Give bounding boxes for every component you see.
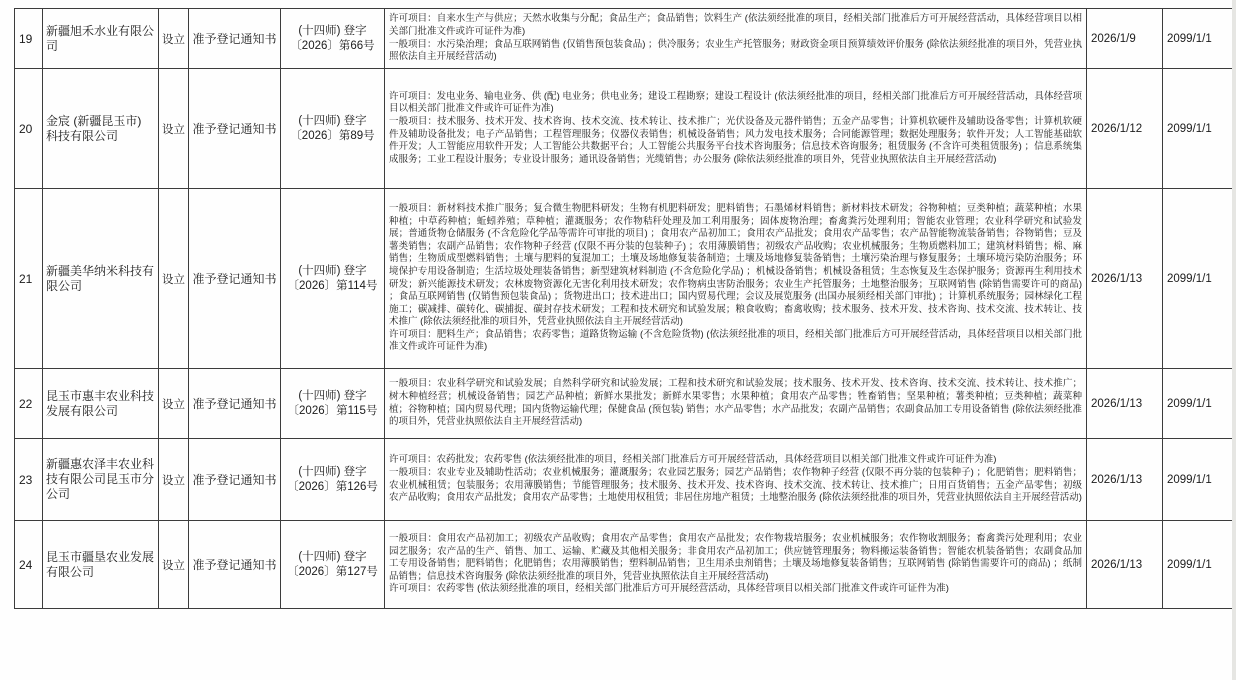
expiry-date-cell: 2099/1/1: [1163, 9, 1233, 69]
expiry-date-cell: 2099/1/1: [1163, 189, 1233, 369]
document-number-cell: (十四师) 登字〔2026〕第127号: [281, 521, 385, 609]
table-row: [15, 189, 1233, 369]
document-number-cell: (十四师) 登字〔2026〕第89号: [281, 69, 385, 189]
expiry-date-cell: 2099/1/1: [1163, 369, 1233, 439]
registration-date-cell: 2026/1/12: [1087, 69, 1163, 189]
company-name-cell: 新疆美华纳米科技有限公司: [43, 189, 159, 369]
row-number-cell: 22: [15, 369, 43, 439]
company-name-cell: 金宸 (新疆昆玉市) 科技有限公司: [43, 69, 159, 189]
table-row: [15, 369, 1233, 439]
registration-date-cell: 2026/1/13: [1087, 369, 1163, 439]
business-scope-paragraph: 一般项目：技术服务、技术开发、技术咨询、技术交流、技术转让、技术推广；光伏设备及元器件销售；五金产品零售；计算机软硬件及辅助设备零售；计算机软硬件及辅助设备批发；电子产品销售；工程管理服务；仪器仪表销售；机械设备销售；风力发电技术服务；合同能源管理；数据处理服务；软件开发；人工智能基础软件开发；人工智能应用软件开发；人工智能公共数据平台；人工智能公共服务平台技术咨询服务；信息技术咨询服务；租赁服务 (不含许可类租赁服务) ；信息系统集成服务；工业工程设计服务；专业设计服务；通讯设备销售；光缆销售；办公服务 (除依法须经批准的项目外，凭营业执照依法自主开展经营活动): [389, 115, 1082, 165]
business-scope-cell: [385, 9, 1087, 69]
expiry-date-cell: 2099/1/1: [1163, 439, 1233, 521]
business-scope-cell: [385, 69, 1087, 189]
business-scope-paragraph: 一般项目：食用农产品初加工；初级农产品收购；食用农产品零售；食用农产品批发；农作物栽培服务；农业机械服务；农作物收割服务；畜禽粪污处理利用；农业园艺服务；农产品的生产、销售、加工、运输、贮藏及其他相关服务；非食用农产品初加工；供应链管理服务；物料搬运装备销售；智能农机装备销售；农副食品加工专用设备销售；肥料销售；化肥销售；农用薄膜销售；塑料制品销售；卫生用杀虫剂销售；土壤及场地修复装备销售；互联网销售 (除销售需要许可的商品) ；纸制品销售；信息技术咨询服务 (除依法须经批准的项目外，凭营业执照依法自主开展经营活动): [389, 533, 1082, 582]
registration-type-cell: 设立: [159, 439, 189, 521]
row-number-cell: 19: [15, 9, 43, 69]
business-scope-cell: [385, 439, 1087, 521]
table-row: [15, 9, 1233, 69]
expiry-date-cell: 2099/1/1: [1163, 521, 1233, 609]
notice-type-cell: 准予登记通知书: [189, 189, 281, 369]
business-scope-cell: [385, 369, 1087, 439]
business-scope-cell: [385, 521, 1087, 609]
business-scope-paragraph: 一般项目：新材料技术推广服务；复合微生物肥料研发；生物有机肥料研发；肥料销售；石墨烯材料销售；新材料技术研发；谷物种植；豆类种植；蔬菜种植；水果种植；中草药种植；蚯蚓养殖；草种植；灌溉服务；农作物秸秆处理及加工利用服务；固体废物治理；畜禽粪污处理利用；智能农业管理；农业科学研究和试验发展；普通货物仓储服务 (不含危险化学品等需许可审批的项目) ；食用农产品初加工；食用农产品批发；食用农产品零售；农产品智能物流装备销售；谷物销售；豆及薯类销售；农副产品销售；农作物种子经营 (仅限不再分装的包装种子) ；农用薄膜销售；初级农产品收购；农业机械服务；生物质燃料加工；建筑材料销售；棉、麻销售；生物质成型燃料销售；土壤与肥料的复混加工；土壤及场地修复装备制造；土壤及场地修复装备销售；土壤污染治理与修复服务；土壤环境污染防治服务；环境保护专用设备制造；生活垃圾处理装备销售；新型建筑材料制造 (不含危险化学品) ；机械设备销售；机械设备租赁；生态恢复及生态保护服务；资源再生利用技术研发；新兴能源技术研发；农林废物资源化无害化利用技术研发；农作物病虫害防治服务；农业生产托管服务；土地整治服务；互联网销售 (除销售需要许可的商品) ；食品互联网销售 (仅销售预包装食品) ；货物进出口；技术进出口；国内贸易代理；会议及展览服务 (出国办展须经相关部门审批) ；计算机系统服务；园林绿化工程施工；碳减排、碳转化、碳捕捉、碳封存技术研发；工程和技术研究和试验发展；粮食收购；畜禽收购；技术服务、技术开发、技术咨询、技术交流、技术转让、技术推广 (除依法须经批准的项目外，凭营业执照依法自主开展经营活动): [389, 202, 1082, 328]
notice-type-cell: 准予登记通知书: [189, 9, 281, 69]
notice-type-cell: 准予登记通知书: [189, 439, 281, 521]
document-number-cell: (十四师) 登字〔2026〕第115号: [281, 369, 385, 439]
row-number-cell: 23: [15, 439, 43, 521]
registration-date-cell: 2026/1/13: [1087, 189, 1163, 369]
business-scope-paragraph: 许可项目：农药零售 (依法须经批准的项目，经相关部门批准后方可开展经营活动，具体经营项目以相关部门批准文件或许可证件为准): [389, 583, 949, 595]
company-name-cell: 昆玉市惠丰农业科技发展有限公司: [43, 369, 159, 439]
business-scope-paragraph: 许可项目：农药批发；农药零售 (依法须经批准的项目，经相关部门批准后方可开展经营活动，具体经营项目以相关部门批准文件或许可证件为准): [389, 454, 997, 466]
table-body: [15, 9, 1233, 609]
business-scope-paragraph: 一般项目：水污染治理；食品互联网销售 (仅销售预包装食品) ；供冷服务；农业生产托管服务；财政资金项目预算绩效评价服务 (除依法须经批准的项目外，凭营业执照依法自主开展经营活动): [389, 38, 1082, 63]
row-number-cell: 21: [15, 189, 43, 369]
registration-type-cell: 设立: [159, 9, 189, 69]
company-name-cell: 新疆惠农泽丰农业科技有限公司昆玉市分公司: [43, 439, 159, 521]
row-number-cell: 24: [15, 521, 43, 609]
business-scope-paragraph: 许可项目：自来水生产与供应；天然水收集与分配；食品生产；食品销售；饮料生产 (依法须经批准的项目，经相关部门批准后方可开展经营活动，具体经营项目以相关部门批准文件或许可证件为准): [389, 13, 1082, 37]
registration-type-cell: 设立: [159, 521, 189, 609]
document-number-cell: (十四师) 登字〔2026〕第126号: [281, 439, 385, 521]
business-registration-table: [14, 8, 1233, 609]
company-name-cell: 新疆旭禾水业有限公司: [43, 9, 159, 69]
table-row: [15, 439, 1233, 521]
business-scope-paragraph: 许可项目：发电业务、输电业务、供 (配) 电业务；供电业务；建设工程勘察；建设工程设计 (依法须经批准的项目，经相关部门批准后方可开展经营活动，具体经营项目以相关部门批准文件或许可证件为准): [389, 90, 1082, 115]
registration-type-cell: 设立: [159, 369, 189, 439]
registration-type-cell: 设立: [159, 69, 189, 189]
notice-type-cell: 准予登记通知书: [189, 69, 281, 189]
page-edge-shadow: [1232, 0, 1236, 680]
business-scope-paragraph: 一般项目：农业科学研究和试验发展；自然科学研究和试验发展；工程和技术研究和试验发展；技术服务、技术开发、技术咨询、技术交流、技术转让、技术推广；树木种植经营；机械设备销售；园艺产品种植；新鲜水果批发；新鲜水果零售；水果种植；食用农产品零售；牲畜销售；坚果种植；薯类种植；豆类种植；蔬菜种植；谷物种植；国内贸易代理；国内货物运输代理；保健食品 (预包装) 销售；水产品零售；水产品批发；农副产品销售；农副食品加工专用设备销售 (除依法须经批准的项目外，凭营业执照依法自主开展经营活动): [389, 378, 1082, 428]
company-name-cell: 昆玉市疆垦农业发展有限公司: [43, 521, 159, 609]
table-row: [15, 521, 1233, 609]
registration-type-cell: 设立: [159, 189, 189, 369]
row-number-cell: 20: [15, 69, 43, 189]
expiry-date-cell: 2099/1/1: [1163, 69, 1233, 189]
table-row: [15, 69, 1233, 189]
registration-date-cell: 2026/1/13: [1087, 521, 1163, 609]
business-scope-paragraph: 一般项目：农业专业及辅助性活动；农业机械服务；灌溉服务；农业园艺服务；园艺产品销售；农作物种子经营 (仅限不再分装的包装种子) ；化肥销售；肥料销售；农业机械租赁；包装服务；农用薄膜销售；节能管理服务；技术服务、技术开发、技术咨询、技术交流、技术转让、技术推广；日用百货销售；五金产品零售；初级农产品收购；食用农产品批发；食用农产品零售；土地使用权租赁；非居住房地产租赁；土地整治服务 (除依法须经批准的项目外，凭营业执照依法自主开展经营活动): [389, 466, 1082, 504]
business-scope-paragraph: 许可项目：肥料生产；食品销售；农药零售；道路货物运输 (不含危险货物) (依法须经批准的项目，经相关部门批准后方可开展经营活动，具体经营项目以相关部门批准文件或许可证件为准): [389, 328, 1082, 353]
notice-type-cell: 准予登记通知书: [189, 521, 281, 609]
document-number-cell: (十四师) 登字〔2026〕第66号: [281, 9, 385, 69]
document-number-cell: (十四师) 登字〔2026〕第114号: [281, 189, 385, 369]
notice-type-cell: 准予登记通知书: [189, 369, 281, 439]
registration-date-cell: 2026/1/9: [1087, 9, 1163, 69]
registration-date-cell: 2026/1/13: [1087, 439, 1163, 521]
business-scope-cell: [385, 189, 1087, 369]
